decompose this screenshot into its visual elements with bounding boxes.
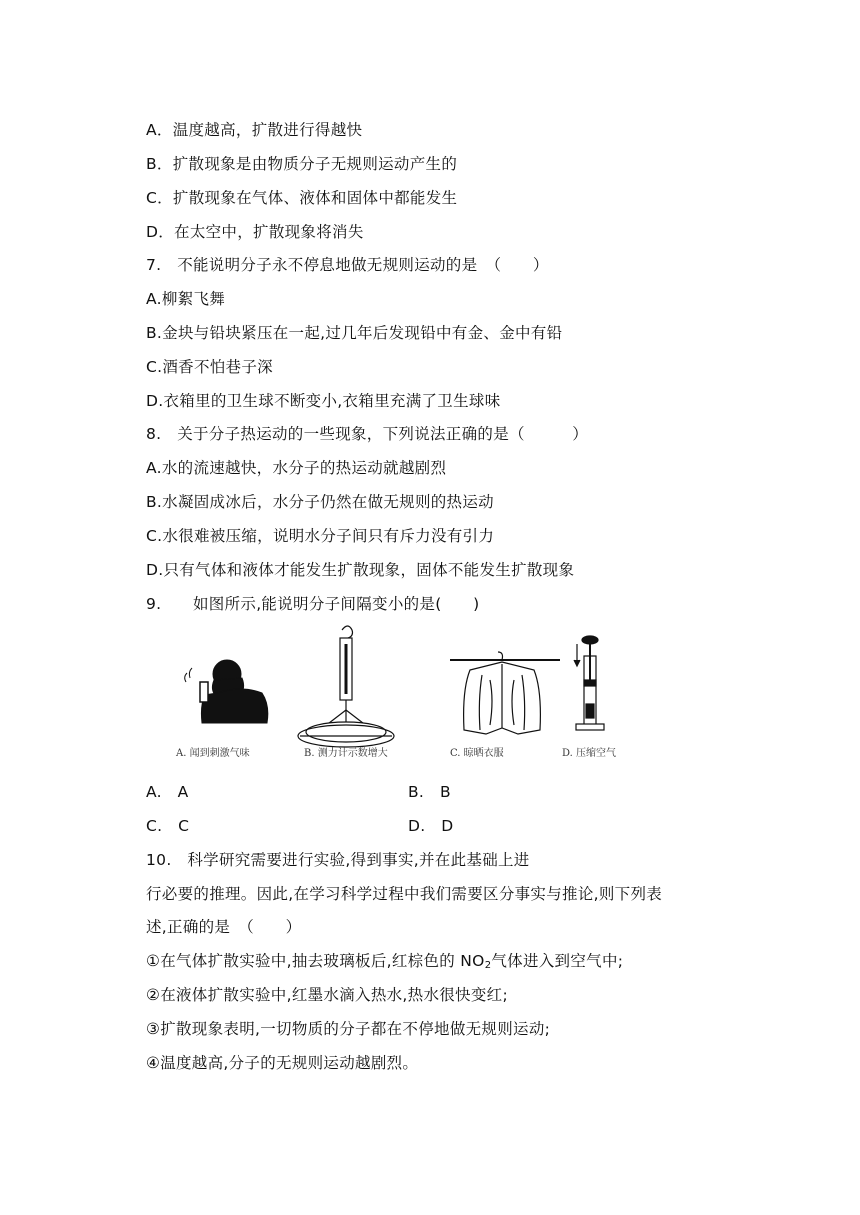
q10-item-1-end: 气体进入到空气中; — [491, 952, 624, 970]
q10-item-1-text: ①在气体扩散实验中,抽去玻璃板后,红棕色的 NO — [146, 952, 485, 970]
q6-option-a: A．温度越高，扩散进行得越快 — [146, 121, 363, 139]
q8-stem: 8. 关于分子热运动的一些现象，下列说法正确的是（ ） — [146, 425, 588, 443]
figure-label-a: A. 闻到刺激气味 — [176, 748, 250, 759]
q8-option-a: A.水的流速越快，水分子的热运动就越剧烈 — [146, 459, 447, 477]
q8-option-d: D.只有气体和液体才能发生扩散现象，固体不能发生扩散现象 — [146, 561, 575, 579]
q9-option-b: B. B — [408, 783, 451, 801]
q10-stem-line-1: 10. 科学研究需要进行实验,得到事实,并在此基础上进 — [146, 851, 530, 869]
figure-label-d: D. 压缩空气 — [562, 748, 617, 759]
q7-option-a: A.柳絮飞舞 — [146, 290, 226, 308]
q9-stem: 9. 如图所示,能说明分子间隔变小的是( ) — [146, 595, 480, 613]
q6-option-b: B．扩散现象是由物质分子无规则运动产生的 — [146, 155, 458, 173]
q10-stem-line-3: 述,正确的是 （ ） — [146, 918, 302, 936]
figure-label-c: C. 晾晒衣服 — [450, 748, 504, 759]
q6-option-d: D．在太空中，扩散现象将消失 — [146, 223, 364, 241]
figure-label-b: B. 测力计示数增大 — [304, 748, 388, 759]
q7-option-d: D.衣箱里的卫生球不断变小,衣箱里充满了卫生球味 — [146, 392, 501, 410]
q7-option-c: C.酒香不怕巷子深 — [146, 358, 273, 376]
q7-option-b: B.金块与铅块紧压在一起,过几年后发现铅中有金、金中有铅 — [146, 324, 563, 342]
air-pump-illustration — [574, 636, 604, 730]
spring-scale-illustration — [298, 626, 394, 747]
q8-option-c: C.水很难被压缩，说明水分子间只有斥力没有引力 — [146, 527, 495, 545]
q9-option-d: D. D — [408, 817, 454, 835]
q10-item-3: ③扩散现象表明,一切物质的分子都在不停地做无规则运动; — [146, 1020, 551, 1038]
subscript-2: 2 — [484, 960, 492, 971]
q8-option-b: B.水凝固成冰后，水分子仍然在做无规则的热运动 — [146, 493, 494, 511]
q7-stem: 7. 不能说明分子永不停息地做无规则运动的是 （ ） — [146, 256, 549, 274]
q6-option-c: C．扩散现象在气体、液体和固体中都能发生 — [146, 189, 458, 207]
q9-option-c: C. C — [146, 817, 190, 835]
hanging-clothes-illustration — [450, 652, 560, 734]
q9-figure — [160, 620, 650, 770]
q10-item-2: ②在液体扩散实验中,红墨水滴入热水,热水很快变红; — [146, 986, 508, 1004]
q10-stem-line-2: 行必要的推理。因此,在学习科学过程中我们需要区分事实与推论,则下列表 — [146, 885, 663, 903]
q9-option-a: A. A — [146, 783, 189, 801]
person-smelling-illustration — [185, 660, 268, 723]
q10-item-4: ④温度越高,分子的无规则运动越剧烈。 — [146, 1054, 419, 1072]
q10-item-1 — [146, 951, 623, 976]
